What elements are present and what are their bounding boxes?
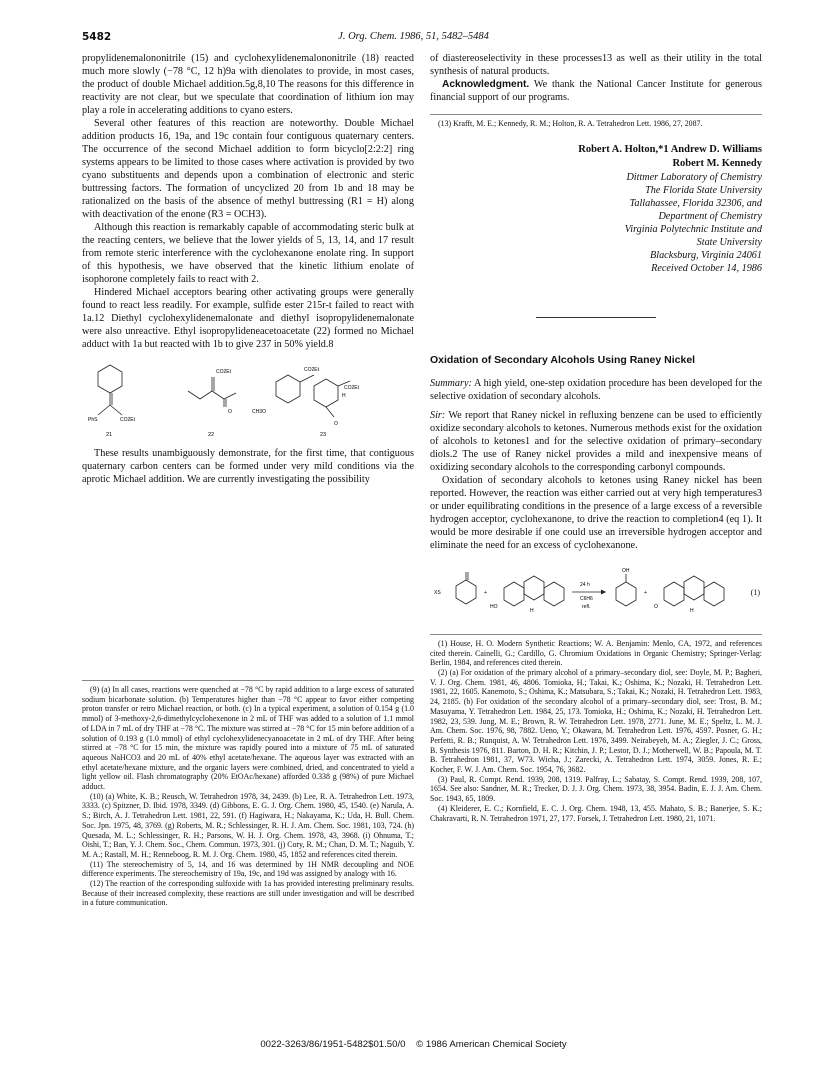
right-column xyxy=(430,52,762,823)
affil-line: Department of Chemistry xyxy=(658,210,762,222)
footnote: (11) The stereochemistry of 5, 14, and 16 was determined by 1H NMR decoupling and NOE difference experiments. The stereochemistry of 19a, 19c, and 19d was assigned by analogy with 16. xyxy=(82,859,414,879)
sir-text: We report that Raney nickel in refluxing benzene can be used to efficiently oxidize secondary alcohols to ketones. Numerous methods exist for the oxidation of alcohols to ketones1 and for the selective oxidation of primary–secondary diols.2 The use of Raney nickel provides a mild and inexpensive means of oxidizing secondary alcohols to the corresponding carbonyl compounds. xyxy=(430,409,762,473)
footnote: (9) (a) In all cases, reactions were quenched at −78 °C by rapid addition to a large excess of saturated sodium bicarbonate solution. (b) Temperatures higher than −78 °C appear to favor either competing proton transfer or retro Michael reaction, or both. (c) In a typical experiment, a solution of 0.154 g (1.0 mmol) of 3-methoxy-2,6-dimethylcyclohexenone in 2 mL of THF was added to a solution of 1.1 mmol of LDA in 7 mL of dry THF at −78 °C. The mixture was stirred at −78 °C for 15 min before addition of a solution of 0.193 g (1.0 mmol) of ethyl cyclohexylidenecyanoacetate in 2 mL of dry THF. After being stirred at −78 °C for 15 min, the mixture was rapidly poured into a mixture of 75 mL of saturated aqueous NaHCO3 and 20 mL of 40% ethyl acetate/hexane. The aqueous layer was extracted with an ethyl acetate/hexane mixture, and the organic layers were combined, dried, and concentrated to yield a light yellow oil. Flash chromatography (20% EtOAc/hexane) afforded 0.338 g (98%) of pure Michael adduct. xyxy=(82,685,414,792)
left-column xyxy=(82,52,414,486)
ack-text: We thank the National Cancer Institute for generous financial support of our programs. xyxy=(430,79,762,103)
struct-text: PhS xyxy=(88,417,98,423)
affil-line: The Florida State University xyxy=(645,184,762,196)
summary-label: Summary: xyxy=(430,377,472,389)
affil-line: Blacksburg, Virginia 24061 xyxy=(650,249,762,261)
eq-text: + xyxy=(484,589,487,596)
footer-code: 0022-3263/86/1951-5482$01.50/0 xyxy=(260,1039,406,1050)
body-paragraph: propylidenemalononitrile (15) and cyclohexylidenemalononitrile (18) reacted much more slowly (−78 °C, 12 h)9a with dienolates to provide, in most cases, the product of double Michael addition.5g,8,10 The reasons for this difference in reactivity are not clear, but we speculate that coordination of lithium ion may play a role in accelerating additions to cyano esters. xyxy=(82,53,414,116)
eq-text: O xyxy=(654,603,658,610)
author-line: Robert A. Holton,*1 Andrew D. Williams xyxy=(578,143,762,155)
footnote: (1) House, H. O. Modern Synthetic Reactions; W. A. Benjamin: Menlo, CA, 1972, and references cited therein. Cainelli, G.; Cardillo, G. Chromium Oxidations in Organic Chemistry; Springer-Verlag: Berlin, 1984, and references cited therein. xyxy=(430,638,762,668)
footnote: (12) The reaction of the corresponding sulfoxide with 1a has provided interesting preliminary results. Because of their increased complexity, these reactions are still under investigation and will be described in a future communication. xyxy=(82,879,414,908)
eq-text: HO xyxy=(490,603,498,610)
eq-text: H xyxy=(530,607,534,614)
footnote: (13) Krafft, M. E.; Kennedy, R. M.; Holton, R. A. Tetrahedron Lett. 1986, 27, 2087. xyxy=(438,119,703,128)
body-paragraph: These results unambiguously demonstrate, for the first time, that contiguous quaternary carbon centers can be formed under very mild conditions via the aprotic Michael addition. We are currently investigating the possibility xyxy=(82,448,414,485)
footnote-divider xyxy=(430,634,762,823)
page-header xyxy=(82,31,745,47)
eq-text: + xyxy=(644,589,647,596)
equation-drawing xyxy=(430,564,762,624)
affil-line: Dittmer Laboratory of Chemistry xyxy=(626,171,762,183)
footnote: (10) (a) White, K. B.; Reusch, W. Tetrahedron 1978, 34, 2439. (b) Lee, R. A. Tetrahedron Lett. 1973, 3333. (c) Spitzner, D. Ibid. 1978, 3349. (d) Gibbons, E. G. J. Org. Chem. 1980, 45, 1540. (e) Narula, A. S.; Birch, A. J. Tetrahedron Lett. 1981, 22, 591. (f) Hagiwara, H.; Nakayama, K.; Uda, H. Bull. Chem. Soc. Jpn. 1975, 48, 3769. (g) Roberts, M. R.; Schlessinger, R. H. J. Am. Chem. Soc. 1981, 103, 724. (h) Quesada, M. L.; Schlessinger, R. H.; Parsons, W. H. J. Org. Chem. 1978, 43, 3968. (i) Ohnuma, T.; Oishi, T.; Ban, Y. J. Chem. Soc., Chem. Commun. 1973, 301. (j) Cory, R. M.; Chan, D. M. T.; Naguib, Y. M. A.; Rastall, M. H.; Renneboog, R. M. J. Org. Chem. 1980, 45, 1852 and references cited therein. xyxy=(82,791,414,859)
page-footer xyxy=(0,1039,827,1050)
authors xyxy=(430,143,762,171)
struct-text: CH3O xyxy=(252,409,266,415)
footnote: (3) Paul, R. Compt. Rend. 1939, 208, 1319. Palfray, L.; Sabatay, S. Compt. Rend. 1939, 208, 107, 1654. See also: Sandner, M. R.; Trecker, D. J. J. Org. Chem. 1973, 38, 3954. Badin, E. J. J. Am. Chem. Soc. 1943, 65, 1809. xyxy=(430,774,762,804)
author-line: Robert M. Kennedy xyxy=(672,157,762,169)
affil-line: Virginia Polytechnic Institute and xyxy=(624,223,762,235)
struct-text: O xyxy=(334,421,338,427)
summary-text: A high yield, one-step oxidation procedure has been developed for the selective oxidation of secondary alcohols. xyxy=(430,377,762,402)
structure-drawings xyxy=(82,361,414,441)
journal-citation: J. Org. Chem. 1986, 51, 5482–5484 xyxy=(338,31,489,42)
footnote-divider xyxy=(430,114,762,129)
struct-text: CO2Et xyxy=(120,417,136,423)
sir-label: Sir: xyxy=(430,409,446,421)
body-paragraph: Hindered Michael acceptors bearing other activating groups were generally found to react less readily. For example, sulfide ester 215r-t failed to react with 1a.12 Diethyl cyclohexylidenemalonate and diethyl isopropylidenemalonate were also unreactive. Ethyl isopropylideneacetoacetate (22) formed no Michael adduct with 1a but reacted with 1b to give 237 in 50% yield.8 xyxy=(82,287,414,350)
footnote-divider xyxy=(82,680,414,908)
ack-label: Acknowledgment. xyxy=(442,79,530,90)
eq-text: OH xyxy=(622,567,630,574)
struct-text: CO2Et xyxy=(216,369,232,375)
struct-text: CO2Et xyxy=(344,385,360,391)
received-date: Received October 14, 1986 xyxy=(651,262,762,274)
compound-label: 22 xyxy=(208,432,215,438)
struct-text: O xyxy=(228,409,232,415)
eq-text: refl. xyxy=(582,603,591,610)
equation-number: (1) xyxy=(750,587,760,597)
eq-text: 24 h xyxy=(580,581,590,588)
body-paragraph: Oxidation of secondary alcohols to ketones using Raney nickel has been reported. However, the reaction was either carried out at very high temperatures3 or under equilibrating conditions in the presence of a large excess of a reversible hydrogen acceptor, cyclohexanone, to drive the reaction to completion4 (eq 1). It would be more desirable if one could use an irreversible hydrogen acceptor and eliminate the need for an excess of cyclohexanone. xyxy=(430,474,762,551)
eq-text: C6H6 xyxy=(580,595,593,602)
affil-line: Tallahassee, Florida 32306, and xyxy=(629,197,762,209)
eq-text: H xyxy=(690,607,694,614)
footnote: (4) Kleiderer, E. C.; Kornfield, E. C. J. Org. Chem. 1948, 13, 455. Mahato, S. B.; Banerjee, S. K.; Chakravarti, R. N. Tetrahedron 1971, 27, 177. Forsek, J. Tetrahedron Lett. 1980, 21, 1071. xyxy=(430,803,762,823)
acknowledgment xyxy=(430,78,762,104)
body-paragraph xyxy=(430,409,762,474)
summary xyxy=(430,377,762,403)
footnote: (2) (a) For oxidation of the primary alcohol of a primary–secondary diol, see: Doyle, M. P.; Bagheri, V. J. Org. Chem. 1981, 46, 4806. Tomioka, H.; Takai, K.; Oshima, K.; Nozaki, H. Tetrahedron Lett. 1981, 22, 1605. Kanemoto, S.; Oshima, K.; Matsubara, S.; Takai, K.; Nozaki, H. Tetrahedron Lett. 1983, 24, 2185. (b) For oxidation of the secondary alcohol of a primary–secondary diol, see: Trost, B. M.; Masuyama, Y. Tetrahedron Lett. 1984, 25, 173. Tomioka, H.; Oshima, K.; Nozaki, H. Tetrahedron Lett. 1982, 23, 539. Jung, M. E.; Brown, R. W. Tetrahedron Lett. 1978, 2771. June, M. E.; Speltz, L. M. J. Am. Chem. Soc. 1976, 98, 7882. Ueno, Y.; Okawara, M. Tetrahedron Lett. 1976, 4597. Posner, G. H.; Perfetti, R. B.; Runquist, A. W. Tetrahedron Lett. 1976, 3499. Neirabeyeh, M. A.; Ziegler, J. C.; Gross, B. Synthesis 1976, 811. Barton, D. H. R.; Kitchin, J. P.; Lestor, D. J.; Motherwell, W. B.; Papoula, M. T. B. Tetrahedron 1981, 37, W73. Wicha, J.; Zarecki, A. Tetrahedron Lett. 1974, 3059. Jones, R. E.; Kocher, F. W. J. Am. Chem. Soc. 1954, 76, 3682. xyxy=(430,668,762,775)
body-paragraph: Although this reaction is remarkably capable of accommodating steric bulk at the reacting centers, we believe that the lower yields of 5, 13, 14, and 17 result from remote steric interference with the cyclohexanone enolate ring. In support of this hypothesis, we have observed that the kinetic lithium enolate of isophorone completely fails to react with 2. xyxy=(82,222,414,285)
footer-copyright: © 1986 American Chemical Society xyxy=(416,1039,567,1050)
body-paragraph: Several other features of this reaction are noteworthy. Double Michael addition products 16, 19a, and 19c contain four contiguous quaternary centers. The occurrence of the second Michael addition to form bicyclo[2:2:2] ring systems appears to be limited to those cases where activation is provided by two cyano substituents and depends upon a combination of electronic and steric buttressing factors. The formation of uncyclized 20 from 1b and 18 may be rationalized on the basis of the absence of methyl buttressing (R1 = H) along with deactivation of the enone (R3 = OCH3). xyxy=(82,118,414,220)
affil-line: State University xyxy=(696,236,762,248)
article-title: Oxidation of Secondary Alcohols Using Raney Nickel xyxy=(430,353,696,366)
struct-text: H xyxy=(342,393,346,399)
body-paragraph: of diastereoselectivity in these processes13 as well as their utility in the total synthesis of natural products. xyxy=(430,53,762,77)
eq-text: XS xyxy=(434,589,441,596)
compound-label: 23 xyxy=(320,432,327,438)
compound-label: 21 xyxy=(106,432,113,438)
struct-text: CO2Et xyxy=(304,367,320,373)
equation-1 xyxy=(430,564,762,624)
section-divider xyxy=(536,317,656,318)
affiliation xyxy=(430,171,762,275)
page-number: 5482 xyxy=(82,31,112,43)
left-footnotes xyxy=(82,680,414,908)
chemical-structures xyxy=(82,361,414,441)
